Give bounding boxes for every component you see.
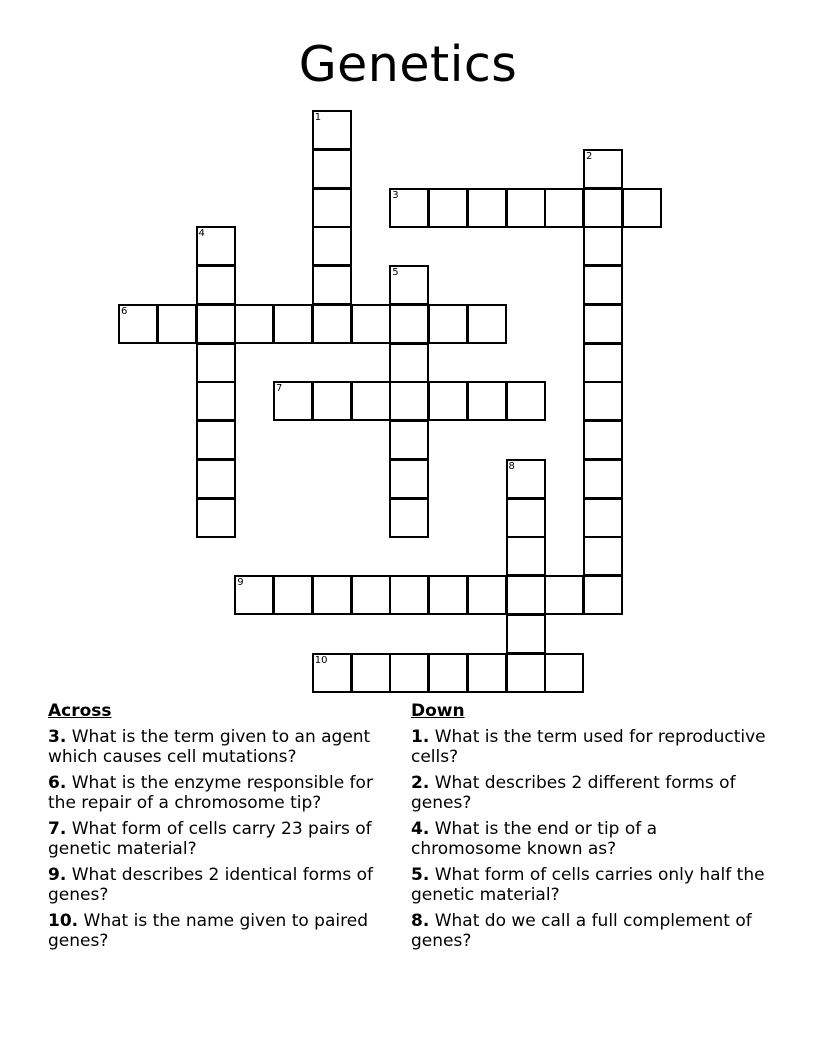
clue-across-9 xyxy=(48,865,393,905)
crossword-cell[interactable] xyxy=(428,381,468,421)
clue-text: What describes 2 identical forms of genes? xyxy=(48,865,373,905)
clue-number: 3. xyxy=(48,727,67,747)
crossword-cell[interactable] xyxy=(583,149,623,189)
crossword-cell[interactable] xyxy=(196,381,236,421)
crossword-cell[interactable] xyxy=(196,498,236,538)
crossword-cell[interactable] xyxy=(506,381,546,421)
crossword-cell[interactable] xyxy=(312,304,352,344)
clue-number: 1. xyxy=(411,727,430,747)
crossword-cell[interactable] xyxy=(583,536,623,576)
crossword-cell[interactable] xyxy=(583,498,623,538)
across-heading: Across xyxy=(48,701,112,721)
crossword-cell[interactable] xyxy=(389,381,429,421)
crossword-cell[interactable] xyxy=(389,343,429,383)
clue-across-3 xyxy=(48,727,393,767)
crossword-cell[interactable] xyxy=(506,575,546,615)
clue-down-1 xyxy=(411,727,766,767)
clue-text: What is the term used for reproductive cells? xyxy=(411,727,766,767)
crossword-cell[interactable] xyxy=(428,575,468,615)
crossword-cell[interactable] xyxy=(467,653,507,693)
crossword-cell[interactable] xyxy=(506,536,546,576)
cell-number: 3 xyxy=(392,189,399,201)
crossword-cell[interactable] xyxy=(234,304,274,344)
cell-number: 10 xyxy=(314,654,328,666)
crossword-cell[interactable] xyxy=(583,343,623,383)
cell-number: 5 xyxy=(392,267,399,278)
clue-text: What form of cells carries only half the genetic material? xyxy=(411,865,765,905)
clue-number: 6. xyxy=(48,773,67,793)
clue-text: What describes 2 different forms of genes? xyxy=(411,773,736,813)
crossword-cell[interactable] xyxy=(312,381,352,421)
cell-number: 6 xyxy=(121,305,128,317)
crossword-cell[interactable] xyxy=(506,498,546,538)
crossword-cell[interactable] xyxy=(389,575,429,615)
crossword-cell[interactable] xyxy=(583,265,623,305)
clue-number: 7. xyxy=(48,819,67,839)
crossword-cell[interactable] xyxy=(467,575,507,615)
crossword-cell[interactable] xyxy=(389,653,429,693)
across-clues xyxy=(48,700,393,957)
crossword-cell[interactable] xyxy=(544,188,584,228)
cell-number: 4 xyxy=(198,228,205,240)
crossword-cell[interactable] xyxy=(467,381,507,421)
crossword-cell[interactable] xyxy=(544,653,584,693)
crossword-cell[interactable] xyxy=(389,265,429,305)
crossword-cell[interactable] xyxy=(196,304,236,344)
crossword-cell[interactable] xyxy=(389,304,429,344)
clue-number: 9. xyxy=(48,865,67,885)
cell-number: 8 xyxy=(508,460,515,472)
crossword-cell[interactable] xyxy=(506,653,546,693)
crossword-cell[interactable] xyxy=(234,575,274,615)
crossword-cell[interactable] xyxy=(351,653,391,693)
crossword-cell[interactable] xyxy=(506,459,546,499)
clue-down-5 xyxy=(411,865,766,905)
clue-down-4 xyxy=(411,819,766,859)
crossword-cell[interactable] xyxy=(389,459,429,499)
crossword-cell[interactable] xyxy=(312,575,352,615)
clue-number: 5. xyxy=(411,865,430,885)
crossword-cell[interactable] xyxy=(583,304,623,344)
clue-number: 4. xyxy=(411,819,430,839)
crossword-cell[interactable] xyxy=(389,420,429,460)
crossword-cell[interactable] xyxy=(583,381,623,421)
clue-text: What is the term given to an agent which causes cell mutations? xyxy=(48,727,371,767)
crossword-cell[interactable] xyxy=(312,265,352,305)
crossword-cell[interactable] xyxy=(351,575,391,615)
clue-number: 8. xyxy=(411,911,430,931)
crossword-cell[interactable] xyxy=(118,304,158,344)
clue-text: What is the enzyme responsible for the repair of a chromosome tip? xyxy=(48,773,373,813)
clue-text: What do we call a full complement of genes? xyxy=(411,911,752,951)
crossword-cell[interactable] xyxy=(196,459,236,499)
crossword-cell[interactable] xyxy=(312,226,352,266)
cell-number: 1 xyxy=(314,112,322,123)
crossword-cell[interactable] xyxy=(196,226,236,266)
page-title: Genetics xyxy=(298,36,518,93)
clue-down-8 xyxy=(411,911,766,951)
cell-number: 9 xyxy=(237,577,244,588)
crossword-cell[interactable] xyxy=(389,188,429,228)
crossword-cell[interactable] xyxy=(351,304,391,344)
clue-text: What is the name given to paired genes? xyxy=(48,911,368,951)
crossword-cell[interactable] xyxy=(583,420,623,460)
crossword-cell[interactable] xyxy=(544,575,584,615)
clue-down-2 xyxy=(411,773,766,813)
clue-text: What is the end or tip of a chromosome known as? xyxy=(411,819,658,859)
crossword-cell[interactable] xyxy=(157,304,197,344)
clue-number: 2. xyxy=(411,773,430,793)
clue-across-10 xyxy=(48,911,393,951)
crossword-cell[interactable] xyxy=(583,226,623,266)
crossword-cell[interactable] xyxy=(273,381,313,421)
cell-number: 7 xyxy=(276,383,283,395)
crossword-cell[interactable] xyxy=(428,188,468,228)
clue-across-6 xyxy=(48,773,393,813)
clue-text: What form of cells carry 23 pairs of genetic material? xyxy=(48,819,372,859)
crossword-cell[interactable] xyxy=(196,420,236,460)
crossword-cell[interactable] xyxy=(196,343,236,383)
crossword-cell[interactable] xyxy=(506,614,546,654)
crossword-cell[interactable] xyxy=(196,265,236,305)
down-heading: Down xyxy=(411,701,465,721)
crossword-cell[interactable] xyxy=(312,188,352,228)
crossword-cell[interactable] xyxy=(467,188,507,228)
crossword-cell[interactable] xyxy=(467,304,507,344)
crossword-cell[interactable] xyxy=(389,498,429,538)
crossword-cell[interactable] xyxy=(312,110,352,150)
crossword-cell[interactable] xyxy=(428,653,468,693)
crossword-cell[interactable] xyxy=(583,459,623,499)
crossword-cell[interactable] xyxy=(583,188,623,228)
crossword-cell[interactable] xyxy=(506,188,546,228)
clue-number: 10. xyxy=(48,911,79,931)
crossword-cell[interactable] xyxy=(351,381,391,421)
crossword-cell[interactable] xyxy=(583,575,623,615)
down-clues xyxy=(411,700,766,957)
clue-across-7 xyxy=(48,819,393,859)
crossword-cell[interactable] xyxy=(273,575,313,615)
crossword-cell[interactable] xyxy=(428,304,468,344)
crossword-cell[interactable] xyxy=(622,188,662,228)
crossword-cell[interactable] xyxy=(312,149,352,189)
crossword-cell[interactable] xyxy=(273,304,313,344)
cell-number: 2 xyxy=(586,150,593,162)
crossword-cell[interactable] xyxy=(312,653,352,693)
